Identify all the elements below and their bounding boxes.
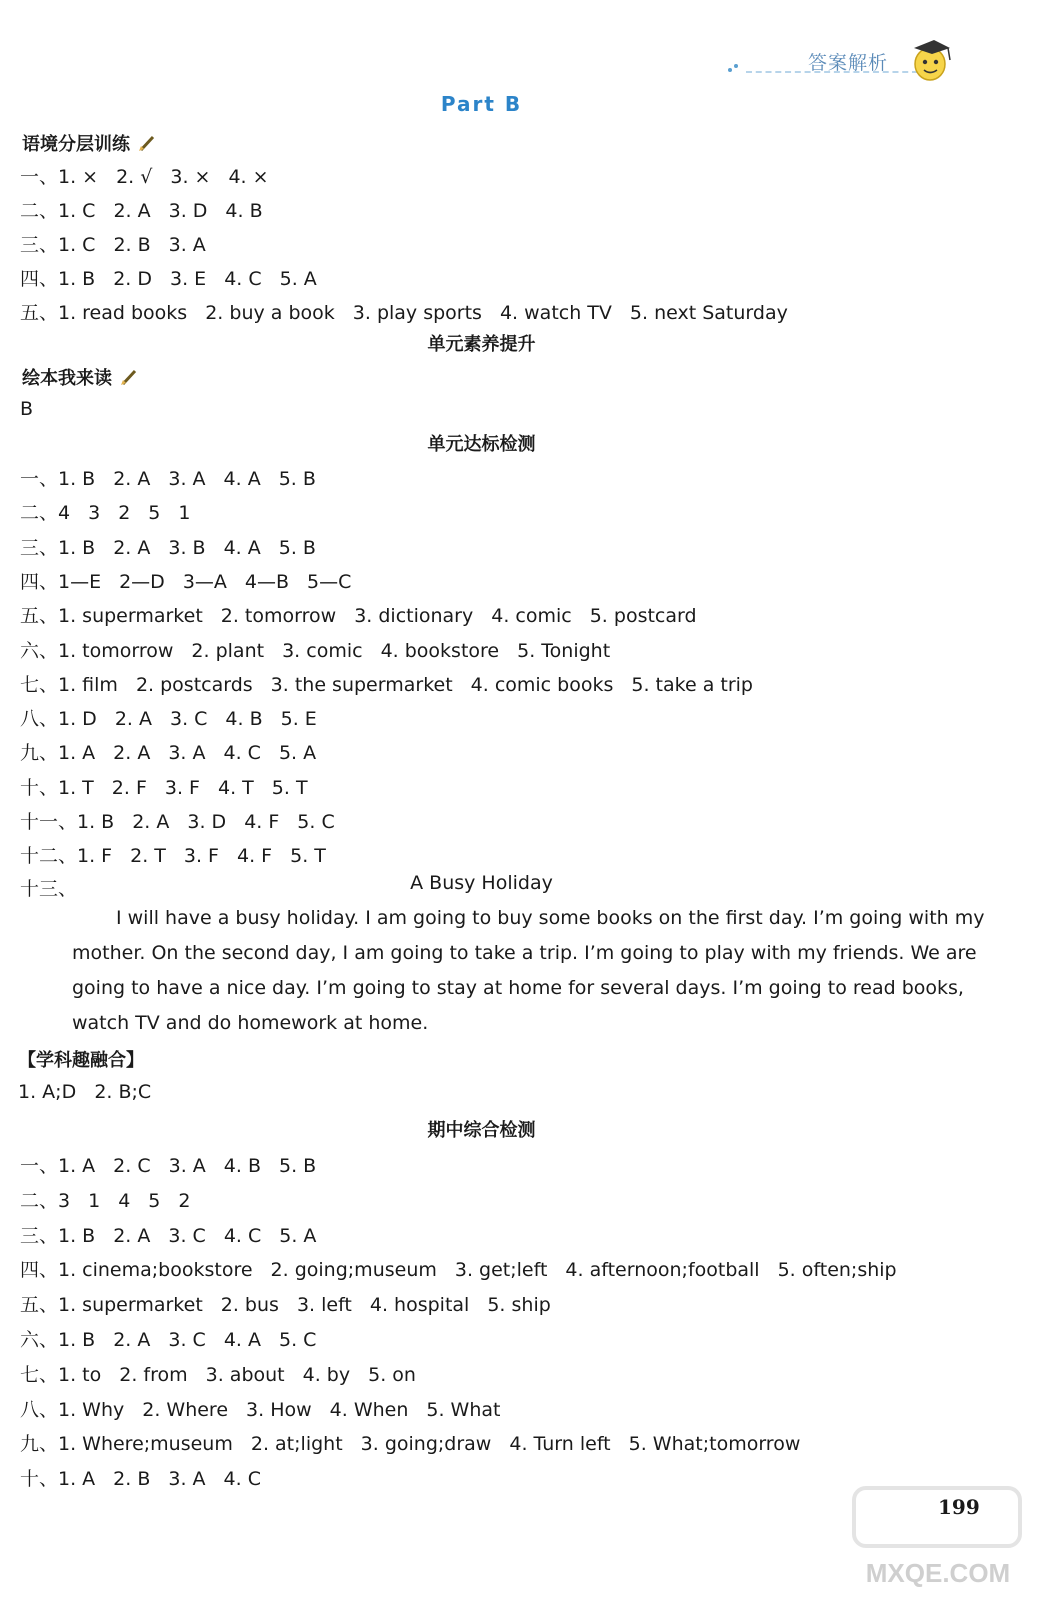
answer-row [20,162,287,189]
answer-item: 2. A [113,1329,151,1351]
answer-item: 5. postcard [589,605,697,628]
pencil-icon [138,134,156,152]
answer-item: 5. E [280,708,317,731]
answer-item: 3. A [168,234,206,256]
answer-item: 4. When [329,1398,409,1421]
answer-item: 4. C [223,1224,262,1247]
answer-item: 2. from [119,1363,188,1386]
answer-item: 一、1. × [20,166,99,188]
answer-row [20,1464,279,1491]
answer-item: 3. C [168,1224,206,1247]
picture-book-answer: B [20,398,34,420]
answer-item: 4. C [224,268,262,290]
answer-item: 3. play sports [352,302,482,324]
answer-item: 4. A [223,468,261,490]
answer-row [20,773,326,800]
answer-row [20,298,806,325]
label-context-training: 语境分层训练 [22,130,156,156]
answer-item: 5. next Saturday [629,302,788,324]
answer-item: 三、1. B [20,536,96,559]
answer-row [20,498,208,525]
answer-item: 4 [118,1189,131,1212]
answer-item: 2. Where [142,1398,229,1421]
answer-item: 5. on [368,1363,416,1386]
answer-item: 4. watch TV [499,302,612,324]
answer-item: 2. A [113,1224,151,1247]
answer-item: 3. A [168,742,206,765]
answer-item: 2. A [132,811,170,833]
answer-item: 八、1. Why [20,1398,125,1421]
answer-row [20,230,224,257]
answer-item: 3. × [170,166,211,188]
answer-item: 二、3 [20,1189,71,1212]
answer-item: 3. C [168,1329,206,1351]
essay-title: A Busy Holiday [410,872,553,894]
answer-item: 5. A [279,1224,317,1247]
answer-item: 2. A [113,742,151,765]
answer-item: 四、1—E [20,570,102,593]
answer-item: 5. Tonight [517,639,611,662]
essay-line: I will have a busy holiday. I am going to buy some books on the first day. I’m going with my [116,907,985,929]
answer-item: 3. D [187,811,227,833]
answer-item: 四、1. B [20,268,96,290]
answer-item: 4—B [244,570,290,593]
answer-item: 2 [178,1189,191,1212]
answer-item: 2. plant [191,639,265,662]
answer-row [20,670,771,697]
answer-item: 4. hospital [369,1294,470,1317]
answer-item: 3. D [168,200,208,222]
answer-item: 1 [178,502,191,525]
answer-item: 二、1. C [20,200,96,222]
answer-item: 4. B [223,1155,261,1177]
answer-item: 十二、1. F [20,845,113,868]
answer-item: 5. often;ship [777,1259,897,1282]
heading-midterm-test: 期中综合检测 [427,1120,536,1141]
answer-item: 3. F [183,845,219,868]
answer-row [20,1255,915,1282]
answer-row [20,567,369,594]
answer-item: 4. A [223,536,261,559]
answer-item: 5. What;tomorrow [628,1433,801,1456]
answer-row [20,533,334,560]
fusion-answers: 1. A;D 2. B;C [18,1081,152,1103]
answer-item: 2—D [119,570,165,593]
header-title: 答案解析 [808,52,889,74]
essay-line: mother. On the second day, I am going to take a trip. I’m going to play with my friends. We are [72,942,977,964]
answer-item: 六、1. tomorrow [20,639,174,662]
answer-item: 2. C [113,1155,151,1177]
answer-item: 5. ship [487,1294,551,1317]
answer-row [20,1429,818,1456]
answer-item: 2. B [113,1468,151,1491]
answer-item: 4. by [302,1363,351,1386]
answer-item: 3. the supermarket [270,673,453,696]
answer-item: 4. comic [491,605,572,628]
answer-item: 3. B [168,536,206,559]
answer-item: 5. T [290,845,326,868]
answer-item: 2. B [113,234,151,256]
answer-item: 4. Turn left [509,1433,611,1456]
essay-number: 十三、 [20,878,78,900]
answer-item: 2. bus [220,1294,279,1317]
essay-line: going to have a nice day. I’m going to stay at home for several days. I’m going to read books, [72,977,964,999]
answer-row [20,636,628,663]
essay-line: watch TV and do homework at home. [72,1012,429,1034]
answer-item: 5. A [279,268,317,290]
answer-item: 五、1. supermarket [20,605,203,628]
answer-item: 3. going;draw [360,1433,492,1456]
answer-item: 4. comic books [470,673,614,696]
answer-row [20,807,353,834]
answer-item: 3—A [182,570,227,593]
answer-item: 4. F [244,811,280,833]
answer-row [20,1395,518,1422]
answer-item: 5. C [278,1329,317,1351]
answer-item: 5. B [278,1155,317,1177]
answer-item: 九、1. Where;museum [20,1433,233,1456]
answer-item: 5—C [307,570,352,593]
answer-item: 2. A [113,536,151,559]
svg-text:MXQE.COM: MXQE.COM [865,1558,1011,1588]
answer-item: 5. B [278,536,316,559]
answer-item: 4. C [223,1468,261,1491]
heading-unit-test: 单元达标检测 [427,434,536,455]
section-title: Part B [440,92,523,116]
answer-item: 2. A [113,468,151,490]
answer-item: 3. F [164,776,200,799]
answer-item: 5. C [297,811,335,833]
mascot-icon [908,38,954,84]
answer-item: 十、1. A [20,1468,96,1491]
answer-item: 4. B [225,708,263,731]
page-header [728,38,978,88]
answer-item: 3. A [168,468,206,490]
answer-item: 八、1. D [20,708,97,731]
answer-row [20,1151,334,1178]
answer-item: 四、1. cinema;bookstore [20,1259,253,1282]
answer-item: 5. What [426,1398,501,1421]
answer-row [20,1186,208,1213]
answer-row [20,1360,434,1387]
answer-item: 五、1. read books [20,302,188,324]
answer-item: 3. A [168,1155,206,1177]
answer-item: 3 [88,502,101,525]
answer-item: 4. C [223,742,261,765]
answer-item: 2. T [130,845,166,868]
answer-item: 3. A [168,1468,206,1491]
answer-item: 九、1. A [20,742,96,765]
answer-item: 4. bookstore [380,639,500,662]
answer-item: 三、1. C [20,234,96,256]
watermark-logo [848,1482,1028,1592]
answer-item: 4. B [225,200,263,222]
answer-item: 1 [88,1189,101,1212]
answer-item: 七、1. film [20,673,118,696]
label-subject-fusion: 【学科趣融合】 [18,1050,144,1071]
answer-item: 2. F [111,776,147,799]
answer-item: 2. going;museum [270,1259,437,1282]
answer-row [20,464,334,491]
answer-item: 4. × [228,166,269,188]
answer-item: 2. tomorrow [220,605,337,628]
answer-item: 3. about [205,1363,285,1386]
answer-item: 一、1. A [20,1155,96,1177]
answer-item: 3. comic [282,639,363,662]
answer-item: 五、1. supermarket [20,1294,203,1317]
answer-row [20,1325,334,1352]
label-picture-book: 绘本我来读 [22,364,138,390]
answer-item: 二、4 [20,502,71,525]
answer-item: 2. A [113,200,151,222]
answer-row [20,1290,569,1317]
answer-item: 2 [118,502,131,525]
answer-item: 5. A [278,742,317,765]
answer-row [20,196,281,223]
answer-row [20,704,335,731]
answer-item: 3. dictionary [354,605,474,628]
pencil-icon [120,368,138,386]
answer-row [20,738,334,765]
answer-item: 3. E [170,268,207,290]
answer-item: 3. How [246,1398,312,1421]
answer-item: 2. √ [116,166,153,188]
answer-item: 5 [148,1189,161,1212]
answer-item: 2. buy a book [205,302,335,324]
answer-item: 4. T [218,776,254,799]
answer-item: 5. take a trip [631,673,753,696]
answer-item: 三、1. B [20,1224,96,1247]
answer-row [20,841,344,868]
answer-item: 3. left [296,1294,352,1317]
answer-item: 十、1. T [20,776,94,799]
decorative-dots [728,64,742,72]
answer-item: 七、1. to [20,1363,102,1386]
answer-item: 4. A [223,1329,261,1351]
answer-item: 2. A [114,708,152,731]
answer-item: 3. get;left [454,1259,548,1282]
answer-item: 4. afternoon;football [565,1259,760,1282]
answer-item: 5. B [278,468,316,490]
answer-item: 2. at;light [250,1433,343,1456]
answer-item: 5. T [271,776,308,799]
answer-item: 4. F [237,845,273,868]
answer-row [20,601,715,628]
page-number: 199 [938,1495,980,1519]
heading-unit-literacy: 单元素养提升 [427,334,536,355]
answer-row [20,264,335,291]
answer-item: 六、1. B [20,1329,96,1351]
answer-item: 2. D [113,268,153,290]
answer-item: 5 [148,502,161,525]
answer-item: 一、1. B [20,468,96,490]
answer-item: 2. postcards [135,673,253,696]
answer-item: 3. C [169,708,208,731]
answer-item: 十一、1. B [20,811,115,833]
answer-row [20,1221,334,1248]
